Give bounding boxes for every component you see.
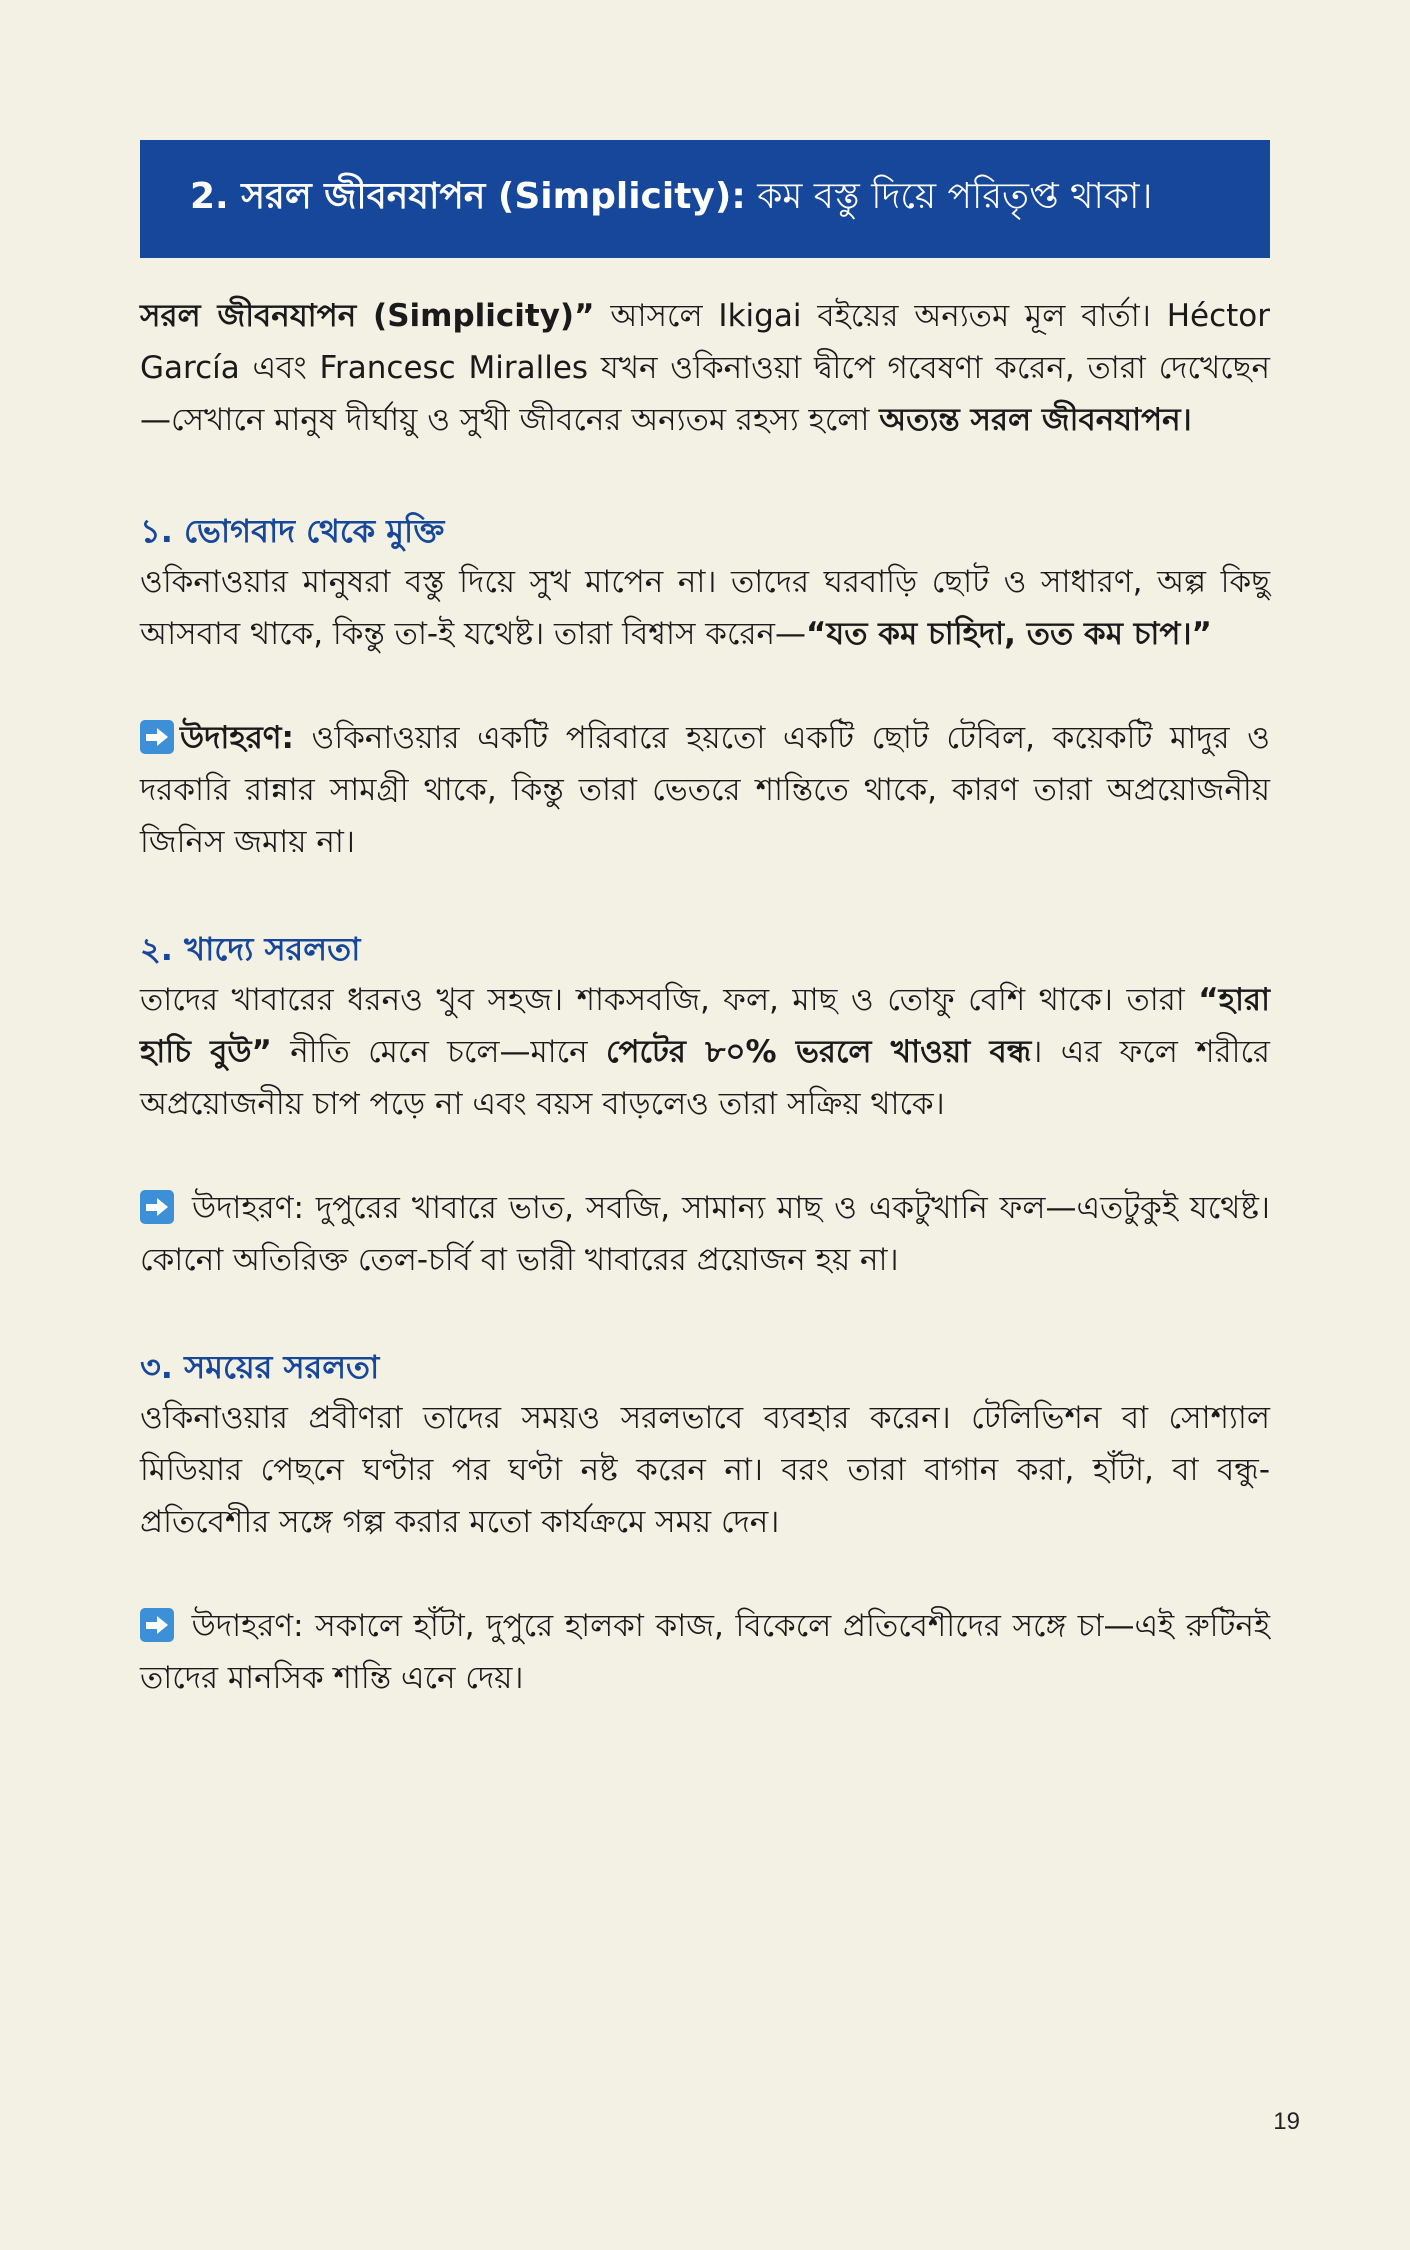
section-2-bold-b: পেটের ৮০% ভরলে খাওয়া বন্ধ (605, 1034, 1032, 1070)
section-2-text-a: তাদের খাবারের ধরনও খুব সহজ। শাকসবজি, ফল, মাছ ও তোফু বেশি থাকে। তারা (140, 982, 1199, 1018)
chapter-title-box (140, 140, 1270, 258)
intro-paragraph (140, 290, 1270, 446)
section-2-example-text: উদাহরণ: দুপুরের খাবারে ভাত, সবজি, সামান্য মাছ ও একটুখানি ফল—এতটুকুই যথেষ্ট। কোনো অতিরিক্ত তেল-চর্বি বা ভারী খাবারের প্রয়োজন হয় না। (140, 1190, 1270, 1278)
section-2-example (140, 1182, 1270, 1286)
chapter-title-rest: কম বস্তু দিয়ে পরিতৃপ্ত থাকা। (745, 176, 1153, 217)
chapter-title-strong: 2. সরল জীবনযাপন (Simplicity): (190, 176, 746, 217)
section-1-text: ওকিনাওয়ার মানুষরা বস্তু দিয়ে সুখ মাপেন না। তাদের ঘরবাড়ি ছোট ও সাধারণ, অল্প কিছু আসবাব থাকে, কিন্তু তা-ই যথেষ্ট। তারা বিশ্বাস করেন— (140, 564, 1270, 652)
section-2-text-c: । এর ফলে শরীরে অপ্রয়োজনীয় চাপ পড়ে না এবং বয়স বাড়লেও তারা সক্রিয় থাকে। (140, 1034, 1270, 1122)
arrow-right-icon (140, 1608, 174, 1642)
section-1-example-text: ওকিনাওয়ার একটি পরিবারে হয়তো একটি ছোট টেবিল, কয়েকটি মাদুর ও দরকারি রান্নার সামগ্রী থাকে, কিন্তু তারা ভেতরে শান্তিতে থাকে, কারণ তারা অপ্রয়োজনীয় জিনিস জমায় না। (140, 720, 1270, 860)
section-1-example-label: উদাহরণ: (180, 720, 294, 756)
section-2-bold-a: “হারা হাচি বুউ” (140, 982, 1270, 1070)
section-3-example-text: উদাহরণ: সকালে হাঁটা, দুপুরে হালকা কাজ, বিকেলে প্রতিবেশীদের সঙ্গে চা—এই রুটিনই তাদের মানসিক শান্তি এনে দেয়। (140, 1608, 1270, 1696)
section-2-text-b: নীতি মেনে চলে—মানে (271, 1034, 606, 1070)
section-2-heading: ২. খাদ্যে সরলতা (140, 930, 361, 968)
page-number: 19 (1273, 2108, 1300, 2135)
section-3-text: ওকিনাওয়ার প্রবীণরা তাদের সময়ও সরলভাবে ব্যবহার করেন। টেলিভিশন বা সোশ্যাল মিডিয়ার পেছনে ঘণ্টার পর ঘণ্টা নষ্ট করেন না। বরং তারা বাগান করা, হাঁটা, বা বন্ধু-প্রতিবেশীর সঙ্গে গল্প করার মতো কার্যক্রমে সময় দেন। (140, 1400, 1270, 1540)
section-1-paragraph (140, 556, 1270, 660)
section-3-paragraph (140, 1392, 1270, 1548)
section-2-paragraph (140, 974, 1270, 1130)
section-3-heading: ৩. সময়ের সরলতা (140, 1348, 380, 1386)
section-1-heading: ১. ভোগবাদ থেকে মুক্তি (140, 512, 445, 550)
intro-bold-end: অত্যন্ত সরল জীবনযাপন। (879, 402, 1192, 438)
section-1-example (140, 712, 1270, 868)
section-1-quote: “যত কম চাহিদা, তত কম চাপ।” (806, 616, 1212, 652)
page-content (140, 140, 1270, 1704)
intro-middle: আসলে Ikigai বইয়ের অন্যতম মূল বার্তা। Héctor García এবং Francesc Miralles যখন ওকিনাওয়া দ্বীপে গবেষণা করেন, তারা দেখেছেন—সেখানে মানুষ দীর্ঘায়ু ও সুখী জীবনের অন্যতম রহস্য হলো (140, 298, 1270, 438)
arrow-right-icon (140, 720, 174, 754)
arrow-right-icon (140, 1190, 174, 1224)
section-3-example (140, 1600, 1270, 1704)
intro-bold-start: সরল জীবনযাপন (Simplicity)” (140, 298, 595, 334)
